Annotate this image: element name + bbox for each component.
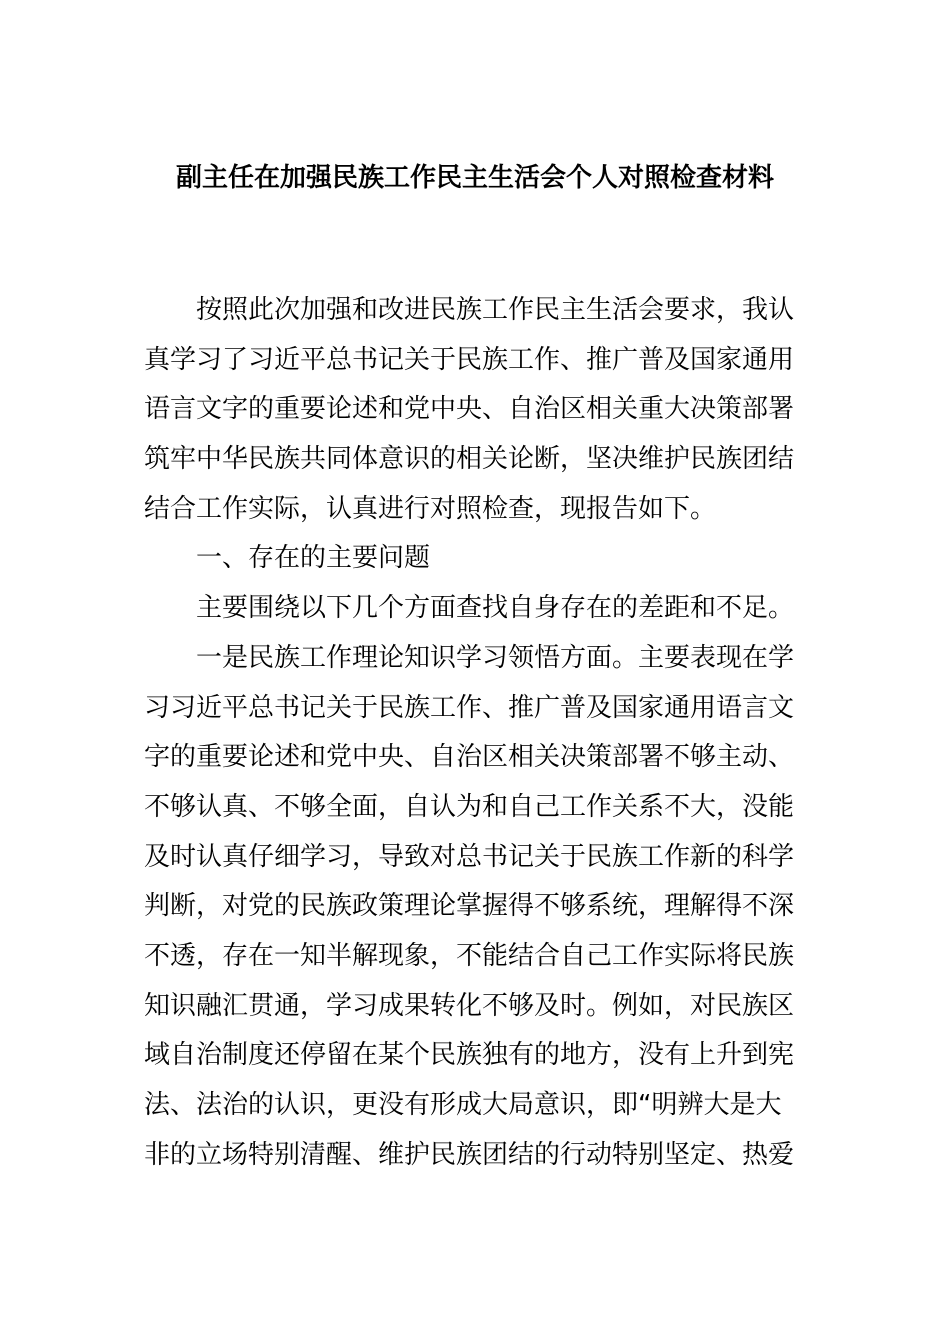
body-line: 一是民族工作理论知识学习领悟方面。主要表现在学 — [196, 642, 795, 673]
body-line: 真学习了习近平总书记关于民族工作、推广普及国家通用 — [144, 344, 795, 375]
body-line: 字的重要论述和党中央、自治区相关决策部署不够主动、 — [144, 742, 795, 773]
body-line: 按照此次加强和改进民族工作民主生活会要求，我认 — [196, 295, 795, 325]
body-line: 语言文字的重要论述和党中央、自治区相关重大决策部署 — [144, 394, 795, 425]
body-line: 不够认真、不够全面，自认为和自己工作关系不大，没能 — [144, 791, 795, 822]
body-line: 非的立场特别清醒、维护民族团结的行动特别坚定、热爱 — [144, 1139, 795, 1170]
body-line: 主要围绕以下几个方面查找自身存在的差距和不足。 — [196, 593, 795, 624]
document-title: 副主任在加强民族工作民主生活会个人对照检查材料 — [175, 163, 774, 193]
body-line: 不透，存在一知半解现象，不能结合自己工作实际将民族 — [144, 940, 795, 971]
body-line: 域自治制度还停留在某个民族独有的地方，没有上升到宪 — [144, 1040, 795, 1071]
body-line: 判断，对党的民族政策理论掌握得不够系统，理解得不深 — [144, 891, 795, 922]
document-body — [144, 286, 808, 1180]
body-line: 结合工作实际，认真进行对照检查，现报告如下。 — [144, 493, 717, 524]
body-line: 知识融汇贯通，学习成果转化不够及时。例如，对民族区 — [144, 990, 795, 1021]
body-line: 筑牢中华民族共同体意识的相关论断，坚决维护民族团结 — [144, 444, 795, 475]
body-line: 及时认真仔细学习，导致对总书记关于民族工作新的科学 — [144, 841, 795, 872]
body-line: 习习近平总书记关于民族工作、推广普及国家通用语言文 — [144, 692, 795, 723]
section-heading: 一、存在的主要问题 — [196, 543, 431, 574]
body-line: 法、法治的认识，更没有形成大局意识，即“明辨大是大 — [144, 1090, 782, 1120]
